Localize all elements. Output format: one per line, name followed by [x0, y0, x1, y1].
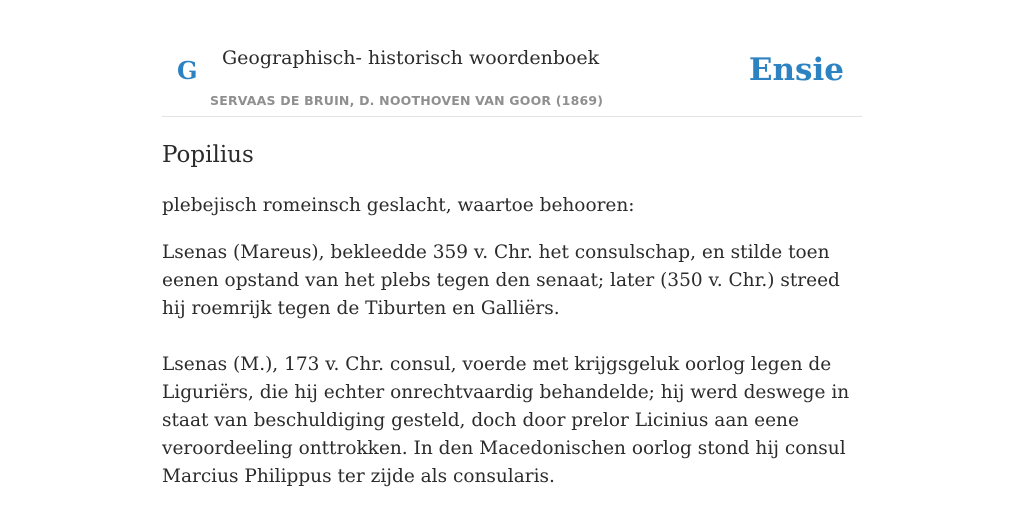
entry-paragraph-intro: plebejisch romeinsch geslacht, waartoe behooren: — [162, 195, 635, 216]
entry-body — [162, 192, 852, 510]
entry-paragraph-first-person: Lsenas (Mareus), bekleedde 359 v. Chr. het consulschap, en stilde toen eenen opstand van het plebs tegen den senaat; later (350 v. Chr.) streed hij roemrijk tegen de Tiburten en Galliërs. — [162, 242, 840, 319]
entry-title: Popilius — [162, 142, 254, 168]
book-letter-icon: G — [177, 56, 198, 85]
book-authors: SERVAAS DE BRUIN, D. NOOTHOVEN VAN GOOR (1869) — [210, 93, 604, 108]
book-title[interactable]: Geographisch- historisch woordenboek — [222, 47, 600, 69]
book-header — [162, 0, 862, 117]
entry-paragraph-second-person: Lsenas (M.), 173 v. Chr. consul, voerde met krijgsgeluk oorlog legen de Liguriërs, die hij echter onrechtvaardig behandelde; hij werd deswege in staat van beschuldiging gesteld, doch door prelor Licinius aan eene veroordeeling onttrokken. In den Macedonischen oorlog stond hij consul Marcius Philippus ter zijde als consularis. — [162, 354, 850, 487]
ensie-logo-link[interactable]: Ensie — [748, 52, 844, 88]
